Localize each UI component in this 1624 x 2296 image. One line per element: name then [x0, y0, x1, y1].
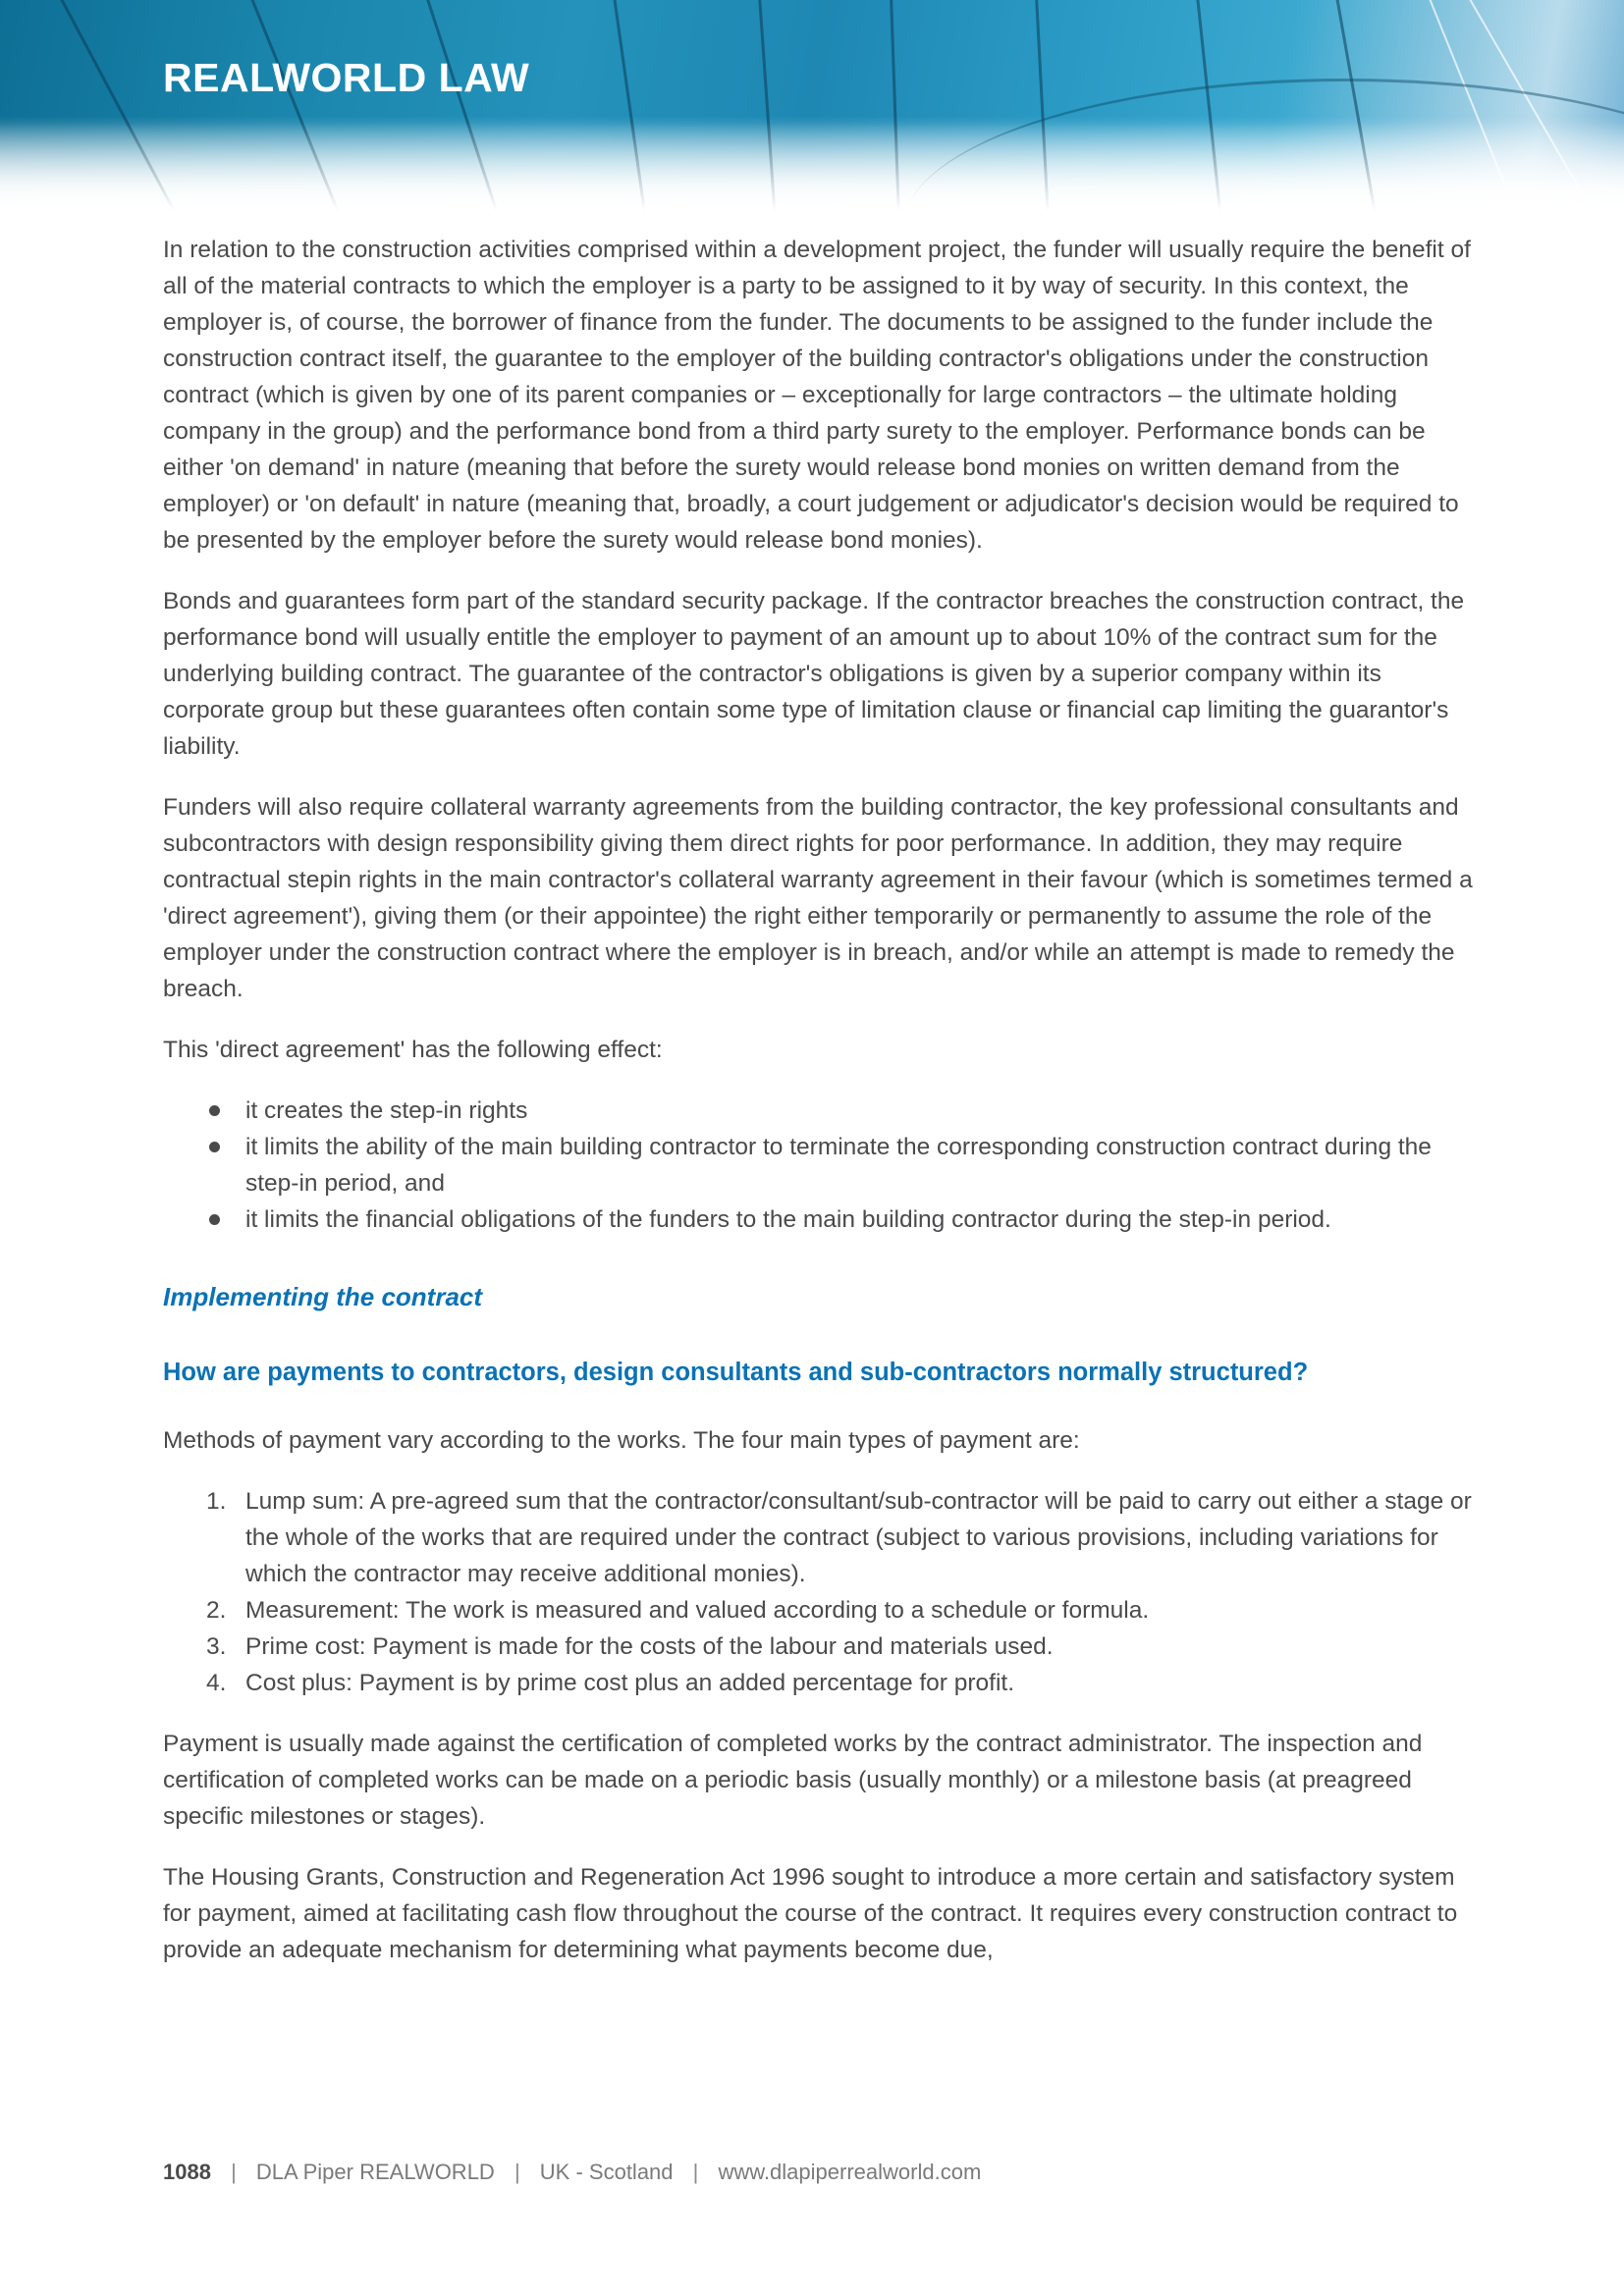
list-item — [163, 1483, 1479, 1592]
footer-separator: | — [692, 2160, 699, 2184]
list-item — [163, 1629, 1479, 1665]
website-link[interactable]: www.dlapiperrealworld.com — [718, 2160, 982, 2184]
list-item-text: it creates the step-in rights — [245, 1097, 528, 1124]
list-item-text: Prime cost: Payment is made for the costs of the labour and materials used. — [245, 1633, 1054, 1660]
page-number: 1088 — [163, 2160, 211, 2184]
direct-agreement-effects-list — [163, 1093, 1479, 1238]
paragraph-collateral-warranty: Funders will also require collateral warranty agreements from the building contractor, the key professional consultants and subcontractors with design responsibility giving them direct rights for poor performance. In addition, they may require contractual stepin rights in the main contractor's collateral warranty agreement in their favour (which is sometimes termed a 'direct agreement'), giving them (or their appointee) the right either temporarily or permanently to assume the role of the employer under the construction contract where the employer is in breach, and/or while an attempt is made to remedy the breach. — [163, 794, 1473, 1002]
bullet-icon — [209, 1214, 220, 1225]
list-number: 2. — [206, 1597, 227, 1624]
page-footer — [163, 2160, 981, 2185]
paragraph-certification: Payment is usually made against the certification of completed works by the contract administrator. The inspection and certification of completed works can be made on a periodic basis (usually monthly) or a milestone basis (at preagreed specific milestones or stages). — [163, 1731, 1423, 1830]
publication-name: DLA Piper REALWORLD — [255, 2160, 495, 2184]
list-item-text: it limits the financial obligations of the funders to the main building contractor during the step-in period. — [245, 1206, 1331, 1233]
header-banner — [0, 0, 1624, 211]
bullet-icon — [209, 1105, 220, 1116]
paragraph-housing-grants-act: The Housing Grants, Construction and Regeneration Act 1996 sought to introduce a more certain and satisfactory system for payment, aimed at facilitating cash flow throughout the course of the contract. It requires every construction contract to provide an adequate mechanism for determining what payments become due, — [163, 1864, 1458, 1963]
list-item-text: Cost plus: Payment is by prime cost plus an added percentage for profit. — [245, 1670, 1015, 1696]
paragraph-payment-methods-intro: Methods of payment vary according to the works. The four main types of payment are: — [163, 1427, 1080, 1454]
document-body — [163, 232, 1479, 1993]
bullet-icon — [209, 1142, 220, 1152]
list-item — [163, 1129, 1479, 1201]
list-item — [163, 1592, 1479, 1629]
paragraph-funder-security: In relation to the construction activities comprised within a development project, the funder will usually require the benefit of all of the material contracts to which the employer is a party to be assigned to it by way of security. In this context, the employer is, of course, the borrower of finance from the funder. The documents to be assigned to the funder include the construction contract itself, the guarantee to the employer of the building contractor's obligations under the construction contract (which is given by one of its parent companies or – exceptionally for large contractors – the ultimate holding company in the group) and the performance bond from a third party surety to the employer. Performance bonds can be either 'on demand' in nature (meaning that before the surety would release bond monies on written demand from the employer) or 'on default' in nature (meaning that, broadly, a court judgement or adjudicator's decision would be required to be presented by the employer before the surety would release bond monies). — [163, 237, 1471, 554]
list-item — [163, 1201, 1479, 1238]
list-item-text: Measurement: The work is measured and valued according to a schedule or formula. — [245, 1597, 1150, 1624]
payment-types-list — [163, 1483, 1479, 1701]
footer-separator: | — [514, 2160, 520, 2184]
banner-fade — [0, 123, 1624, 211]
question-heading: How are payments to contractors, design consultants and sub-contractors normally structured? — [163, 1359, 1309, 1386]
jurisdiction: UK - Scotland — [539, 2160, 674, 2184]
list-item — [163, 1093, 1479, 1129]
list-number: 3. — [206, 1633, 227, 1660]
paragraph-bonds-guarantees: Bonds and guarantees form part of the standard security package. If the contractor breaches the construction contract, the performance bond will usually entitle the employer to payment of an amount up to about 10% of the contract sum for the underlying building contract. The guarantee of the contractor's obligations is given by a superior company within its corporate group but these guarantees often contain some type of limitation clause or financial cap limiting the guarantor's liability. — [163, 588, 1465, 760]
section-heading: Implementing the contract — [163, 1282, 483, 1311]
list-item — [163, 1665, 1479, 1701]
list-item-text: it limits the ability of the main building contractor to terminate the corresponding construction contract during the step-in period, and — [245, 1134, 1432, 1197]
page-title: REALWORLD LAW — [163, 55, 530, 100]
list-number: 1. — [206, 1488, 227, 1515]
paragraph-direct-agreement-intro: This 'direct agreement' has the following effect: — [163, 1037, 663, 1063]
footer-separator: | — [231, 2160, 237, 2184]
list-item-text: Lump sum: A pre-agreed sum that the contractor/consultant/sub-contractor will be paid to carry out either a stage or the whole of the works that are required under the contract (subject to various provisions, including variations for which the contractor may receive additional monies). — [245, 1488, 1472, 1587]
list-number: 4. — [206, 1670, 227, 1696]
